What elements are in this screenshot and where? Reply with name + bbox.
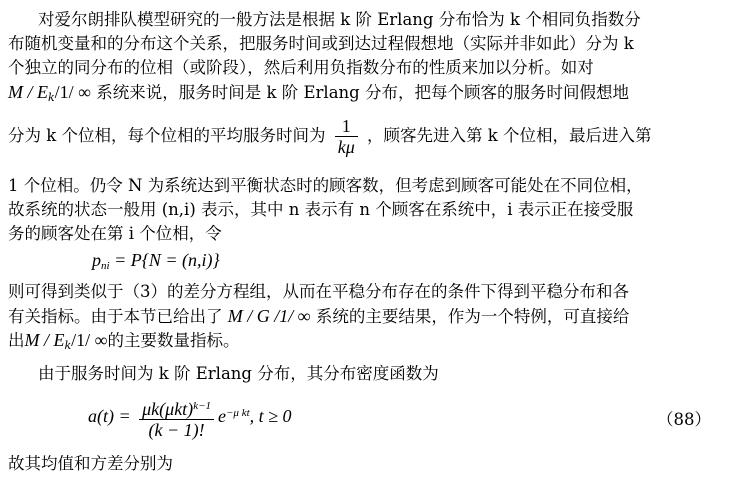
text-line: M / $E_k/1/$ ∞ 系统来说，服务时间是 k 阶 Erlang 分布，把每个顾客的服务时间假想地: [8, 82, 629, 104]
text-line: 对爱尔朗排队模型研究的一般方法是根据 k 阶 Erlang 分布恰为 k 个相同负指数分: [38, 10, 641, 29]
text-line: 个独立的同分布的位相（或阶段），然后利用负指数分布的性质来加以分析。如对: [8, 58, 594, 77]
text-line: 由于服务时间为 k 阶 Erlang 分布，其分布密度函数为: [38, 364, 439, 383]
text-line: 故系统的状态一般用 (n,i) 表示，其中 n 表示有 n 个顾客在系统中，i 表示正在接受服: [8, 200, 634, 219]
equation: $p_{ni} = P\{N = (n,i)\}$: [92, 250, 220, 272]
text-line: 出M / $E_k/1/$ ∞的主要数量指标。: [8, 330, 240, 352]
fraction: $\frac{\mu k(\mu kt)^{k-1}}{(k - 1)!}$: [139, 396, 214, 440]
queue-model: M / E: [8, 82, 48, 102]
fraction: $\frac{1}{k\mu}$: [335, 116, 358, 157]
text-line: 有关指标。由于本节已给出了 M / G /1/ ∞ 系统的主要结果，作为一个特例，可直接给: [8, 306, 630, 326]
text-line: 故其均值和方差分别为: [8, 454, 173, 473]
text-line: 分为 k 个位相，每个位相的平均服务时间为 $\frac{1}{k\mu}$ ，顾客先进入第 k 个位相，最后进入第: [8, 116, 652, 157]
text-line: 务的顾客处在第 i 个位相，令: [8, 224, 222, 243]
text-line: 则可得到类似于（3）的差分方程组，从而在平稳分布存在的条件下得到平稳分布和各: [8, 282, 629, 301]
text-line: 1 个位相。仍令 N 为系统达到平衡状态时的顾客数，但考虑到顾客可能处在不同位相，: [8, 176, 643, 195]
text-line: 布随机变量和的分布这个关系，把服务时间或到达过程假想地（实际并非如此）分为 k: [8, 34, 634, 53]
equation-number: （88）: [657, 410, 711, 429]
equation-88: a(t) = $\frac{\mu k(\mu kt)^{k-1}}{(k - 1)!}$ $e^{-\mu kt}$, t ≥ 0: [88, 396, 292, 440]
